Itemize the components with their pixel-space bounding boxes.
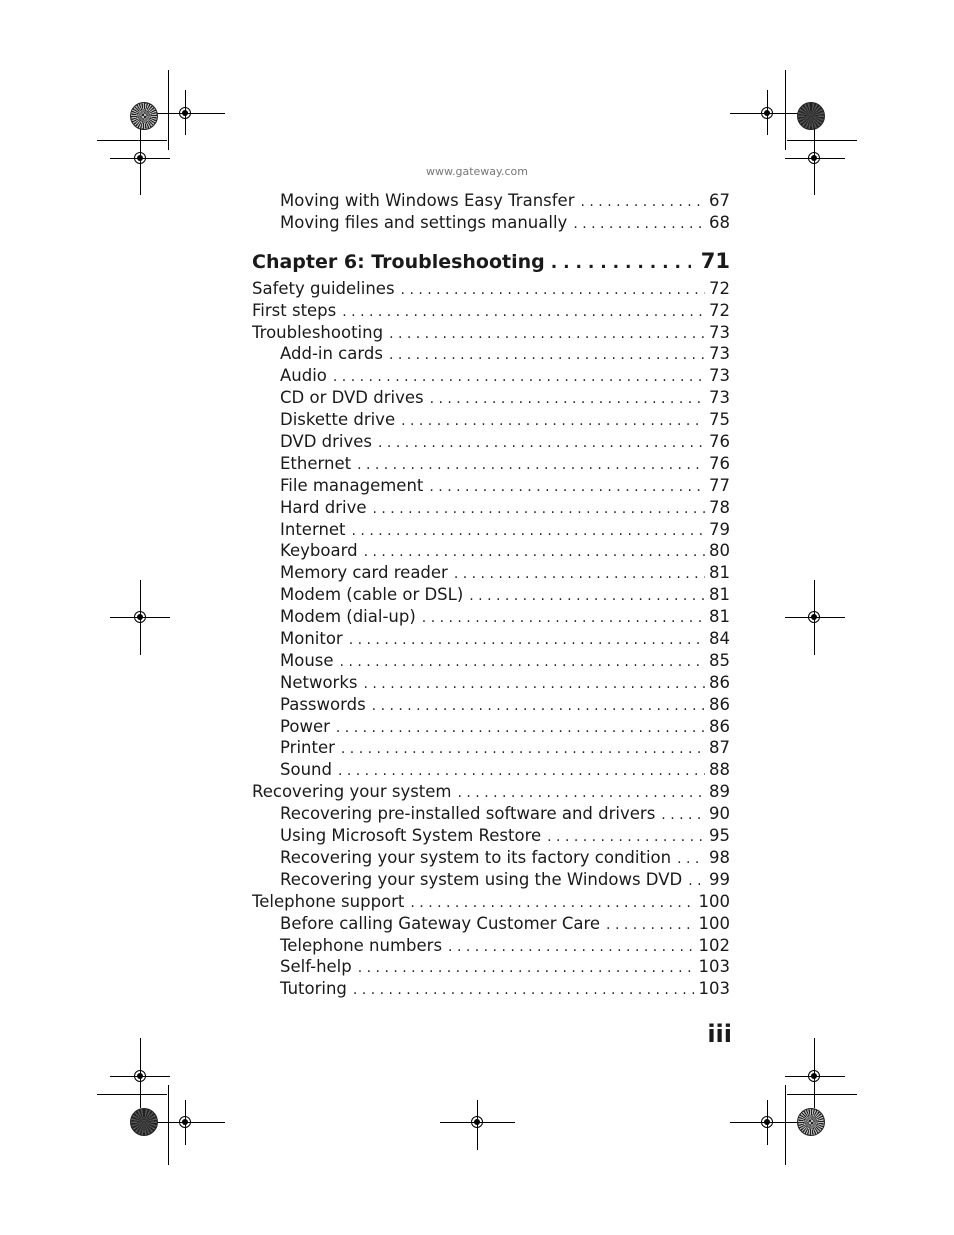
toc-entry[interactable] — [252, 606, 730, 628]
toc-entry-title: First steps — [252, 300, 337, 320]
toc-entry[interactable] — [252, 716, 730, 738]
dot-leader — [448, 937, 694, 957]
toc-entry-title: Safety guidelines — [252, 278, 395, 298]
toc-entry[interactable] — [252, 519, 730, 541]
toc-entry[interactable] — [252, 935, 730, 957]
toc-entry-title: Keyboard — [280, 541, 358, 561]
toc-entry-page: 73 — [709, 388, 730, 408]
toc-entry-title: Moving with Windows Easy Transfer — [280, 191, 575, 210]
dot-leader — [688, 871, 705, 891]
chapter-title: Chapter 6: Troubleshooting — [252, 250, 545, 273]
toc-entry[interactable] — [252, 278, 730, 300]
toc-entry[interactable] — [252, 869, 730, 891]
dot-leader — [401, 411, 705, 431]
toc-entry[interactable] — [252, 584, 730, 606]
crop-line — [97, 140, 167, 141]
toc-entry-page: 80 — [709, 541, 730, 561]
toc-entry-page: 78 — [709, 497, 730, 517]
toc-entry[interactable] — [252, 190, 730, 212]
registration-target-icon — [176, 104, 194, 122]
toc-entry-title: Passwords — [280, 694, 366, 714]
toc-entry-page: 81 — [709, 585, 730, 605]
dot-leader — [364, 674, 706, 694]
dot-leader — [547, 827, 705, 847]
dot-leader — [422, 608, 705, 628]
toc-entry[interactable] — [252, 475, 730, 497]
toc-entry-title: Telephone numbers — [280, 935, 443, 955]
toc-entry-title: Telephone support — [252, 891, 405, 911]
toc-entry-page: 90 — [709, 804, 730, 824]
toc-entry[interactable] — [252, 825, 730, 847]
dot-leader — [352, 521, 705, 541]
toc-entry-title: Hard drive — [280, 497, 367, 517]
toc-entry-page: 100 — [698, 913, 730, 933]
table-of-contents — [252, 190, 730, 1000]
dot-leader — [349, 630, 705, 650]
toc-entry[interactable] — [252, 978, 730, 1000]
dot-leader — [677, 849, 705, 869]
toc-entry[interactable] — [252, 453, 730, 475]
registration-target-icon — [805, 1067, 823, 1085]
toc-entry-page: 81 — [709, 563, 730, 583]
toc-entry-title: Mouse — [280, 650, 334, 670]
dot-leader — [373, 499, 706, 519]
dot-leader — [410, 893, 694, 913]
toc-entry[interactable] — [252, 956, 730, 978]
toc-entry-page: 86 — [709, 716, 730, 736]
toc-entry[interactable] — [252, 694, 730, 716]
dot-leader — [661, 805, 705, 825]
toc-entry-page: 76 — [709, 432, 730, 452]
toc-entry-title: Networks — [280, 672, 358, 692]
registration-target-icon — [468, 1113, 486, 1131]
registration-target-icon — [131, 608, 149, 626]
dot-leader — [454, 564, 705, 584]
toc-entry-page: 87 — [709, 738, 730, 758]
registration-target-icon — [758, 1113, 776, 1131]
toc-entry[interactable] — [252, 803, 730, 825]
toc-entry-page: 84 — [709, 629, 730, 649]
dot-leader — [389, 345, 705, 365]
dot-leader — [364, 542, 705, 562]
toc-entry-title: Before calling Gateway Customer Care — [280, 913, 601, 933]
dot-leader — [342, 302, 705, 322]
toc-entry[interactable] — [252, 300, 730, 322]
toc-entry-page: 85 — [709, 650, 730, 670]
toc-entry-page: 100 — [698, 891, 730, 911]
toc-entry-title: Power — [280, 716, 330, 736]
registration-target-icon — [131, 1067, 149, 1085]
toc-entry-title: Recovering your system — [252, 782, 452, 802]
toc-entry-page: 89 — [709, 782, 730, 802]
toc-entry[interactable] — [252, 497, 730, 519]
toc-entry[interactable] — [252, 672, 730, 694]
toc-entry-page: 103 — [698, 957, 730, 977]
dot-leader — [340, 652, 705, 672]
toc-entry[interactable] — [252, 891, 730, 913]
toc-entry-title: Modem (dial-up) — [280, 607, 416, 627]
registration-sunburst-icon — [130, 102, 158, 130]
dot-leader — [430, 389, 705, 409]
toc-entry[interactable] — [252, 409, 730, 431]
toc-entry[interactable] — [252, 650, 730, 672]
toc-entry-page: 76 — [709, 453, 730, 473]
toc-entry-title: Sound — [280, 760, 332, 780]
toc-entry-page: 81 — [709, 607, 730, 627]
dot-leader — [581, 192, 706, 212]
toc-entry-title: Recovering pre-installed software and drivers — [280, 804, 656, 824]
dot-leader — [551, 248, 691, 276]
toc-entry-page: 99 — [709, 869, 730, 889]
toc-entry-page: 73 — [709, 322, 730, 342]
toc-entry[interactable] — [252, 212, 730, 234]
toc-entry-page: 88 — [709, 760, 730, 780]
toc-entry-page: 73 — [709, 366, 730, 386]
crop-line — [785, 1085, 786, 1165]
toc-chapter-heading[interactable] — [252, 246, 730, 276]
dot-leader — [336, 718, 705, 738]
dot-leader — [338, 761, 705, 781]
crop-line — [787, 1094, 857, 1095]
toc-entry-page: 102 — [698, 935, 730, 955]
toc-entry-title: Ethernet — [280, 453, 352, 473]
registration-target-icon — [805, 608, 823, 626]
toc-entry[interactable] — [252, 540, 730, 562]
dot-leader — [341, 739, 705, 759]
toc-entry-title: Modem (cable or DSL) — [280, 585, 464, 605]
toc-entry-page: 73 — [709, 344, 730, 364]
toc-entries — [252, 278, 730, 1000]
toc-entry-page: 86 — [709, 672, 730, 692]
crop-line — [168, 1085, 169, 1165]
toc-entry-page: 86 — [709, 694, 730, 714]
toc-entry-title: CD or DVD drives — [280, 388, 424, 408]
toc-entry[interactable] — [252, 759, 730, 781]
toc-entry-title: Self-help — [280, 957, 352, 977]
dot-leader — [372, 696, 705, 716]
toc-entry-page: 103 — [698, 979, 730, 999]
toc-entry-title: Tutoring — [280, 979, 347, 999]
dot-leader — [573, 214, 705, 234]
crop-line — [168, 70, 169, 150]
toc-entry-page: 72 — [709, 278, 730, 298]
registration-target-icon — [176, 1113, 194, 1131]
toc-entry-title: Using Microsoft System Restore — [280, 826, 542, 846]
toc-entry-page: 95 — [709, 826, 730, 846]
toc-entry-title: Recovering your system to its factory condition — [280, 847, 672, 867]
toc-entry-title: Audio — [280, 366, 327, 386]
dot-leader — [378, 433, 705, 453]
header-url: www.gateway.com — [426, 165, 528, 178]
toc-entry-title: Internet — [280, 519, 346, 539]
toc-entry[interactable] — [252, 913, 730, 935]
toc-entry-title: Moving files and settings manually — [280, 212, 568, 232]
registration-sunburst-icon — [797, 102, 825, 130]
dot-leader — [353, 980, 695, 1000]
registration-sunburst-icon — [797, 1108, 825, 1136]
dot-leader — [333, 367, 705, 387]
toc-entry-title: File management — [280, 475, 424, 495]
registration-sunburst-icon — [130, 1108, 158, 1136]
chapter-page: 71 — [700, 248, 730, 273]
dot-leader — [401, 280, 705, 300]
dot-leader — [429, 477, 705, 497]
toc-entry[interactable] — [252, 628, 730, 650]
toc-entry-title: Memory card reader — [280, 563, 448, 583]
toc-entry[interactable] — [252, 322, 730, 344]
toc-entry-page: 68 — [709, 212, 730, 232]
toc-pre-entries — [252, 190, 730, 234]
toc-entry-title: Add-in cards — [280, 344, 383, 364]
toc-entry[interactable] — [252, 387, 730, 409]
dot-leader — [606, 915, 694, 935]
toc-entry-title: Monitor — [280, 629, 343, 649]
dot-leader — [358, 958, 695, 978]
toc-entry[interactable] — [252, 365, 730, 387]
crop-line — [787, 140, 857, 141]
toc-entry-title: Diskette drive — [280, 410, 396, 430]
toc-entry-title: Troubleshooting — [252, 322, 384, 342]
toc-entry-page: 98 — [709, 847, 730, 867]
crop-line — [97, 1094, 167, 1095]
registration-target-icon — [758, 104, 776, 122]
toc-entry-page: 79 — [709, 519, 730, 539]
dot-leader — [357, 455, 705, 475]
dot-leader — [458, 783, 706, 803]
toc-entry-page: 77 — [709, 475, 730, 495]
toc-entry-title: DVD drives — [280, 432, 373, 452]
dot-leader — [469, 586, 705, 606]
toc-entry[interactable] — [252, 562, 730, 584]
toc-entry[interactable] — [252, 781, 730, 803]
dot-leader — [389, 324, 705, 344]
toc-entry-page: 72 — [709, 300, 730, 320]
page-number: iii — [707, 1020, 732, 1048]
toc-entry[interactable] — [252, 847, 730, 869]
toc-entry-page: 67 — [709, 191, 730, 210]
toc-entry[interactable] — [252, 431, 730, 453]
toc-entry[interactable] — [252, 737, 730, 759]
crop-line — [785, 70, 786, 150]
toc-entry[interactable] — [252, 343, 730, 365]
toc-entry-title: Printer — [280, 738, 335, 758]
toc-entry-title: Recovering your system using the Windows DVD — [280, 869, 683, 889]
toc-entry-page: 75 — [709, 410, 730, 430]
